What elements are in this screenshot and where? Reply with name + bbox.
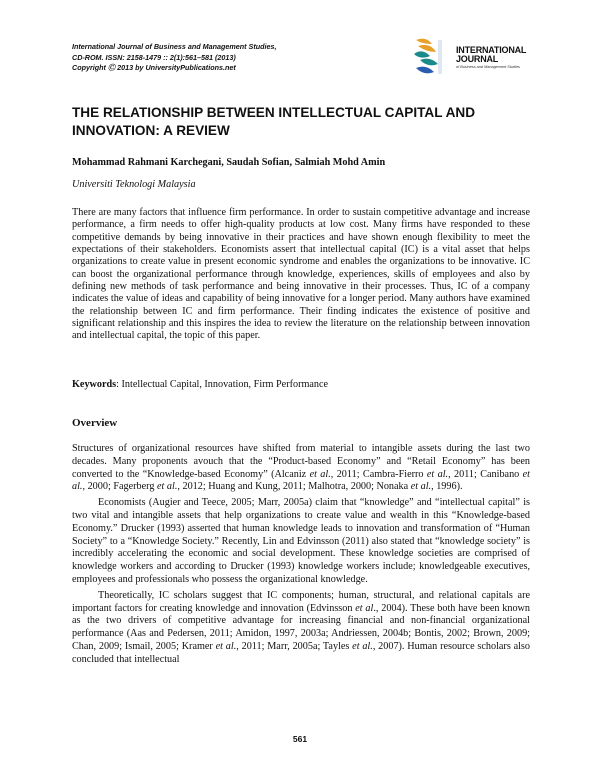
text-run: , 1996).	[431, 481, 463, 493]
italic-run: et al	[355, 602, 374, 614]
text-run: , 2007). Human resource scholars also concluded that intellectual	[72, 640, 530, 665]
issn-line: CD-ROM. ISSN: 2158-1479 :: 2(1):561–581 (2013)	[72, 52, 236, 62]
copyright-line: Copyright Ⓒ 2013 by UniversityPublications.net	[72, 63, 236, 72]
logo-title-1: INTERNATIONAL	[456, 45, 527, 55]
italic-run: et al.	[352, 640, 373, 652]
keywords-label: Keywords	[72, 379, 117, 390]
italic-run: et al.	[426, 468, 449, 480]
journal-header	[72, 42, 372, 74]
italic-run: et al.	[410, 481, 432, 493]
logo-title-2: JOURNAL	[456, 54, 499, 64]
text-run: , 2012; Huang and Kung, 2011; Malhotra, 2000; Nonaka	[177, 481, 411, 493]
journal-name: International Journal of Business and Management Studies,	[72, 42, 277, 51]
keywords	[72, 379, 328, 390]
text-run: , 2011; Marr, 2005a; Tayles	[236, 640, 353, 652]
text-run: Economists (Augier and Teece, 2005; Marr, 2005a) claim that “knowledge” and “intellectual capital” is two vital and intangible assets that help organizations to create value and wealth in this “Knowledge-based Economy.” Drucker (1993) asserted that human knowledge leads to innovation and transformation of “Human Society” to a “Knowledge Society.” Recently, Lin and Edvinsson (2011) also stated that “knowledge society” is incredibly accelerating the economic and social development. These knowledge societies are comprised of knowledge workers and according to Drucker (1993) knowledge workers include; knowledgeable executives, employees and professionals who possess the organizational knowledge.	[72, 497, 530, 585]
logo-emblem-icon	[408, 34, 454, 80]
italic-run: et al.	[157, 481, 178, 493]
journal-logo	[408, 34, 538, 80]
paper-title: THE RELATIONSHIP BETWEEN INTELLECTUAL CAPITAL AND INNOVATION: A REVIEW	[72, 105, 476, 138]
italic-run: et al.	[309, 468, 331, 480]
text-run: Theoretically, IC scholars suggest that IC components; human, structural, and relational capitals are important factors for creating knowledge and innovation (Edvinsson	[72, 589, 530, 614]
paragraph	[72, 590, 530, 667]
author-list: Mohammad Rahmani Karchegani, Saudah Sofian, Salmiah Mohd Amin	[72, 157, 386, 168]
affiliation: Universiti Teknologi Malaysia	[72, 179, 196, 190]
text-run: , 2000; Fagerberg	[82, 481, 157, 493]
paragraph	[72, 497, 530, 587]
keywords-text: : Intellectual Capital, Innovation, Firm Performance	[116, 379, 329, 390]
abstract: There are many factors that influence firm performance. In order to sustain competitive advantage and increase performance, a firm needs to offer high-quality products at low cost. Many firms have responded to these competitive demands by being innovative in their practices and have shown enough flexibility to meet the expectations of their stakeholders. Economists assert that intellectual capital (IC) is a vital asset that helps organizations to create value in present economic syndrome and enables the organizations to be innovative. IC can boost the organizational performance through knowledge, experiences, skills of employees and also by defining new methods of task performance and being innovative in their processes. Thus, IC of a company indicates the value of ideas and capability of being innovative for a longer period. Many authors have examined the relationship between IC and firm performance. Their finding indicates the existence of positive and significant relationship and this inspires the idea to review the literature on the relationship between innovation and intellectual capital, the topic of this paper.	[72, 207, 530, 342]
text-run: , 2011; Canibano	[448, 468, 523, 480]
text-run: ., 2004). These both have been known as the two drivers of competitive advantage for increasing financial and non-financial organizational performance (Aas and Pedersen, 2011; Amidon, 1997, 2003a; Andriessen, 2004b; Bontis, 2002; Brown, 2009; Chan, 2009; Ismail, 2005; Kramer	[72, 602, 530, 652]
logo-subtitle: of Business and Management Studies	[456, 65, 520, 69]
paragraph	[72, 443, 530, 494]
text-run: , 2011; Cambra-Fierro	[330, 468, 427, 480]
italic-run: et al.	[72, 468, 531, 493]
text-run: Structures of organizational resources have shifted from material to intangible assets during the last two decades. Many proponents avouch that the “Product-based Economy” and “Retail Economy” has been converted to the “Knowledge-based Economy” (Alcaniz	[72, 443, 530, 480]
section-heading: Overview	[72, 417, 118, 429]
italic-run: et al.	[215, 640, 237, 652]
page-number: 561	[292, 734, 308, 744]
body-text	[72, 443, 530, 667]
